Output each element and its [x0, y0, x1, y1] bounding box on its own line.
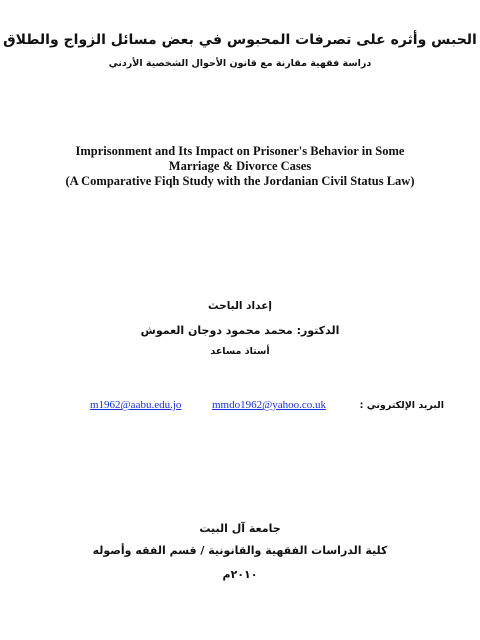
- arabic-title: الحبس وأثره على تصرفات المحبوس في بعض مسائل الزواج والطلاق: [3, 32, 477, 48]
- faculty-department: كلية الدراسات الفقهية والقانونية / قسم الفقه وأصوله: [92, 544, 388, 557]
- english-title-line-1: Imprisonment and Its Impact on Prisoner's Behavior in Some: [75, 144, 405, 158]
- university-name: جامعة آل البيت: [199, 522, 281, 535]
- email-link-yahoo[interactable]: mmdo1962@yahoo.co.uk: [212, 399, 327, 411]
- academic-rank: أستاذ مساعد: [210, 346, 270, 357]
- publication-year: ٢٠١٠م: [222, 568, 258, 581]
- email-link-aabu[interactable]: m1962@aabu.edu.jo: [90, 399, 182, 411]
- english-title-line-3: (A Comparative Fiqh Study with the Jordanian Civil Status Law): [65, 174, 415, 188]
- english-title-block: [0, 144, 480, 189]
- prepared-by: إعداد الباحث: [208, 300, 272, 312]
- email-label: البريد الإلكتروني :: [359, 400, 444, 411]
- author-name: الدكتور: محمد محمود دوجان العموش: [140, 324, 340, 337]
- arabic-subtitle: دراسة فقهية مقارنة مع قانون الأحوال الشخصية الأردني: [108, 58, 372, 69]
- english-title-line-2: Marriage & Divorce Cases: [168, 159, 312, 173]
